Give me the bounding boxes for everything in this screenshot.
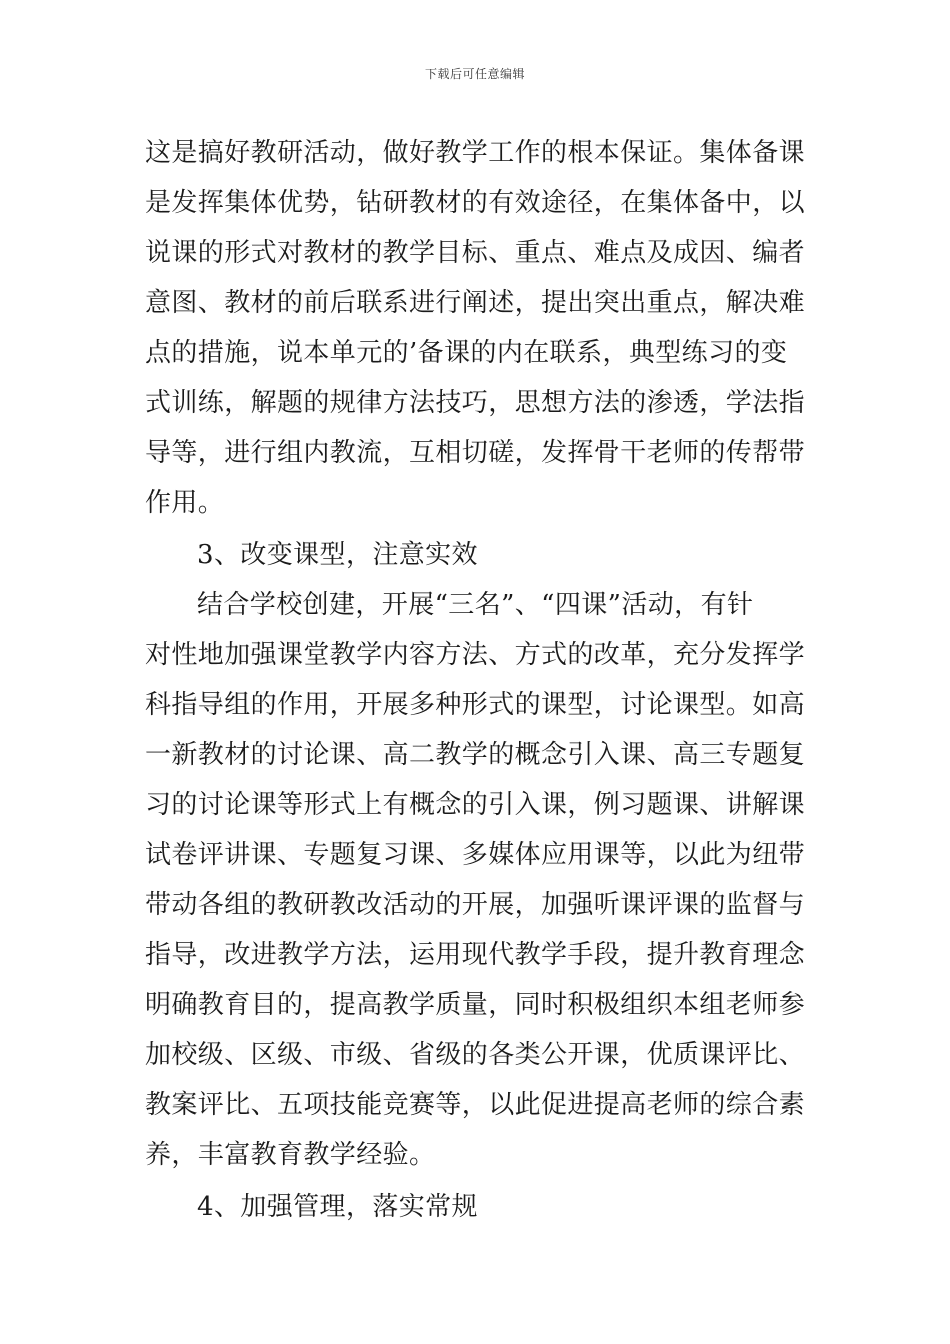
text-line: 作用。	[145, 488, 225, 518]
text-line: 明确教育目的，提高教学质量，同时积极组织本组老师参	[145, 990, 806, 1020]
text-line: 这是搞好教研活动，做好教学工作的根本保证。集体备课	[145, 138, 806, 168]
text-line: 点的措施，说本单元的’备课的内在联系，典型练习的变	[145, 338, 788, 368]
section-heading-4	[145, 1182, 810, 1232]
section-heading: 4、加强管理，落实常规	[197, 1192, 478, 1222]
text-line: 是发挥集体优势，钻研教材的有效途径，在集体备中，以	[145, 188, 806, 218]
text-line: 一新教材的讨论课、高二教学的概念引入课、高三专题复	[145, 740, 806, 770]
text-line: 指导，改进教学方法，运用现代教学手段，提升教育理念	[145, 940, 806, 970]
text-line: 教案评比、五项技能竞赛等，以此促进提高老师的综合素	[145, 1090, 806, 1120]
text-line: 养，丰富教育教学经验。	[145, 1140, 436, 1170]
text-line: 结合学校创建，开展“三名”、“四课”活动，有针	[197, 590, 754, 620]
text-line: 意图、教材的前后联系进行阐述，提出突出重点，解决难	[145, 288, 806, 318]
text-line: 加校级、区级、市级、省级的各类公开课，优质课评比、	[145, 1040, 806, 1070]
paragraph-teaching-preparation	[145, 128, 810, 528]
text-line: 导等，进行组内教流，互相切磋，发挥骨干老师的传帮带	[145, 438, 806, 468]
page-header: 下载后可任意编辑	[424, 67, 525, 81]
text-line: 习的讨论课等形式上有概念的引入课，例习题课、讲解课	[145, 790, 806, 820]
section-heading-3	[145, 530, 810, 580]
document-body	[145, 128, 810, 1232]
section-heading: 3、改变课型，注意实效	[197, 540, 478, 570]
text-line: 对性地加强课堂教学内容方法、方式的改革，充分发挥学	[145, 640, 806, 670]
text-line: 带动各组的教研教改活动的开展，加强听课评课的监督与	[145, 890, 806, 920]
text-line: 试卷评讲课、专题复习课、多媒体应用课等，以此为纽带	[145, 840, 806, 870]
text-line: 式训练，解题的规律方法技巧，思想方法的渗透，学法指	[145, 388, 806, 418]
text-line: 说课的形式对教材的教学目标、重点、难点及成因、编者	[145, 238, 806, 268]
text-line: 科指导组的作用，开展多种形式的课型，讨论课型。如高	[145, 690, 806, 720]
paragraph-lesson-types	[145, 580, 810, 1180]
